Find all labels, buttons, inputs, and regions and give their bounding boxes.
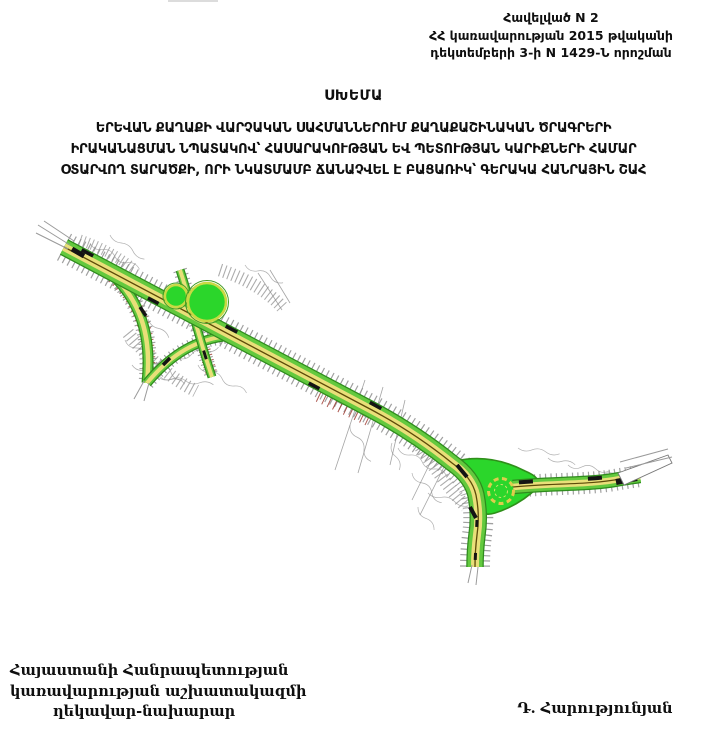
footer-line-1: Հայաստանի Հանրապետության — [10, 662, 289, 679]
footer-line-2: կառավարության աշխատակազմի — [10, 682, 307, 700]
header-reference-block — [415, 9, 687, 62]
scan-artifact — [168, 0, 218, 2]
signature-name: Դ. Հարությունյան — [517, 700, 673, 717]
header-line-3: դեկտեմբերի 3-ի N 1429-Ն որոշման — [430, 45, 672, 60]
scheme-map-svg — [20, 215, 680, 610]
footer-authority-block — [10, 661, 307, 723]
page-title: ՍԽԵՄԱ — [324, 88, 383, 104]
description-line-1: ԵՐԵՎԱՆ ՔԱՂԱՔԻ ՎԱՐՉԱԿԱՆ ՍԱՀՄԱՆՆԵՐՈՒՄ ՔԱՂԱՔԱՇԻՆԱԿԱՆ ԾՐԱԳՐԵՐԻ — [95, 121, 612, 136]
description-paragraph — [0, 118, 707, 181]
park-circle-small — [163, 283, 189, 309]
header-line-1: Հավելված N 2 — [503, 10, 599, 25]
description-line-3: ՕՏԱՐՎՈՂ ՏԱՐԱԾՔԻ, ՈՐԻ ՆԿԱՏՄԱՄԲ ՃԱՆԱՉՎԵԼ Է ԲԱՑԱՌԻԿ՝ ԳԵՐԱԿԱ ՀԱՆՐԱՅԻՆ ՇԱՀ — [60, 163, 647, 178]
park-circle-large — [186, 281, 229, 324]
header-line-2: ՀՀ կառավարության 2015 թվականի — [429, 27, 673, 43]
junction-roundabout — [489, 479, 514, 504]
description-line-2: ԻՐԱԿԱՆԱՑՄԱՆ ՆՊԱՏԱԿՈՎ՝ ՀԱՍԱՐԱԿՈՒԹՅԱՆ ԵՎ ՊԵՏՈՒԹՅԱՆ ԿԱՐԻՔՆԵՐԻ ՀԱՄԱՐ — [70, 142, 637, 157]
ramp-southeast — [147, 336, 228, 383]
footer-line-3: ղեկավար-նախարար — [52, 703, 236, 720]
scheme-map — [20, 215, 680, 610]
